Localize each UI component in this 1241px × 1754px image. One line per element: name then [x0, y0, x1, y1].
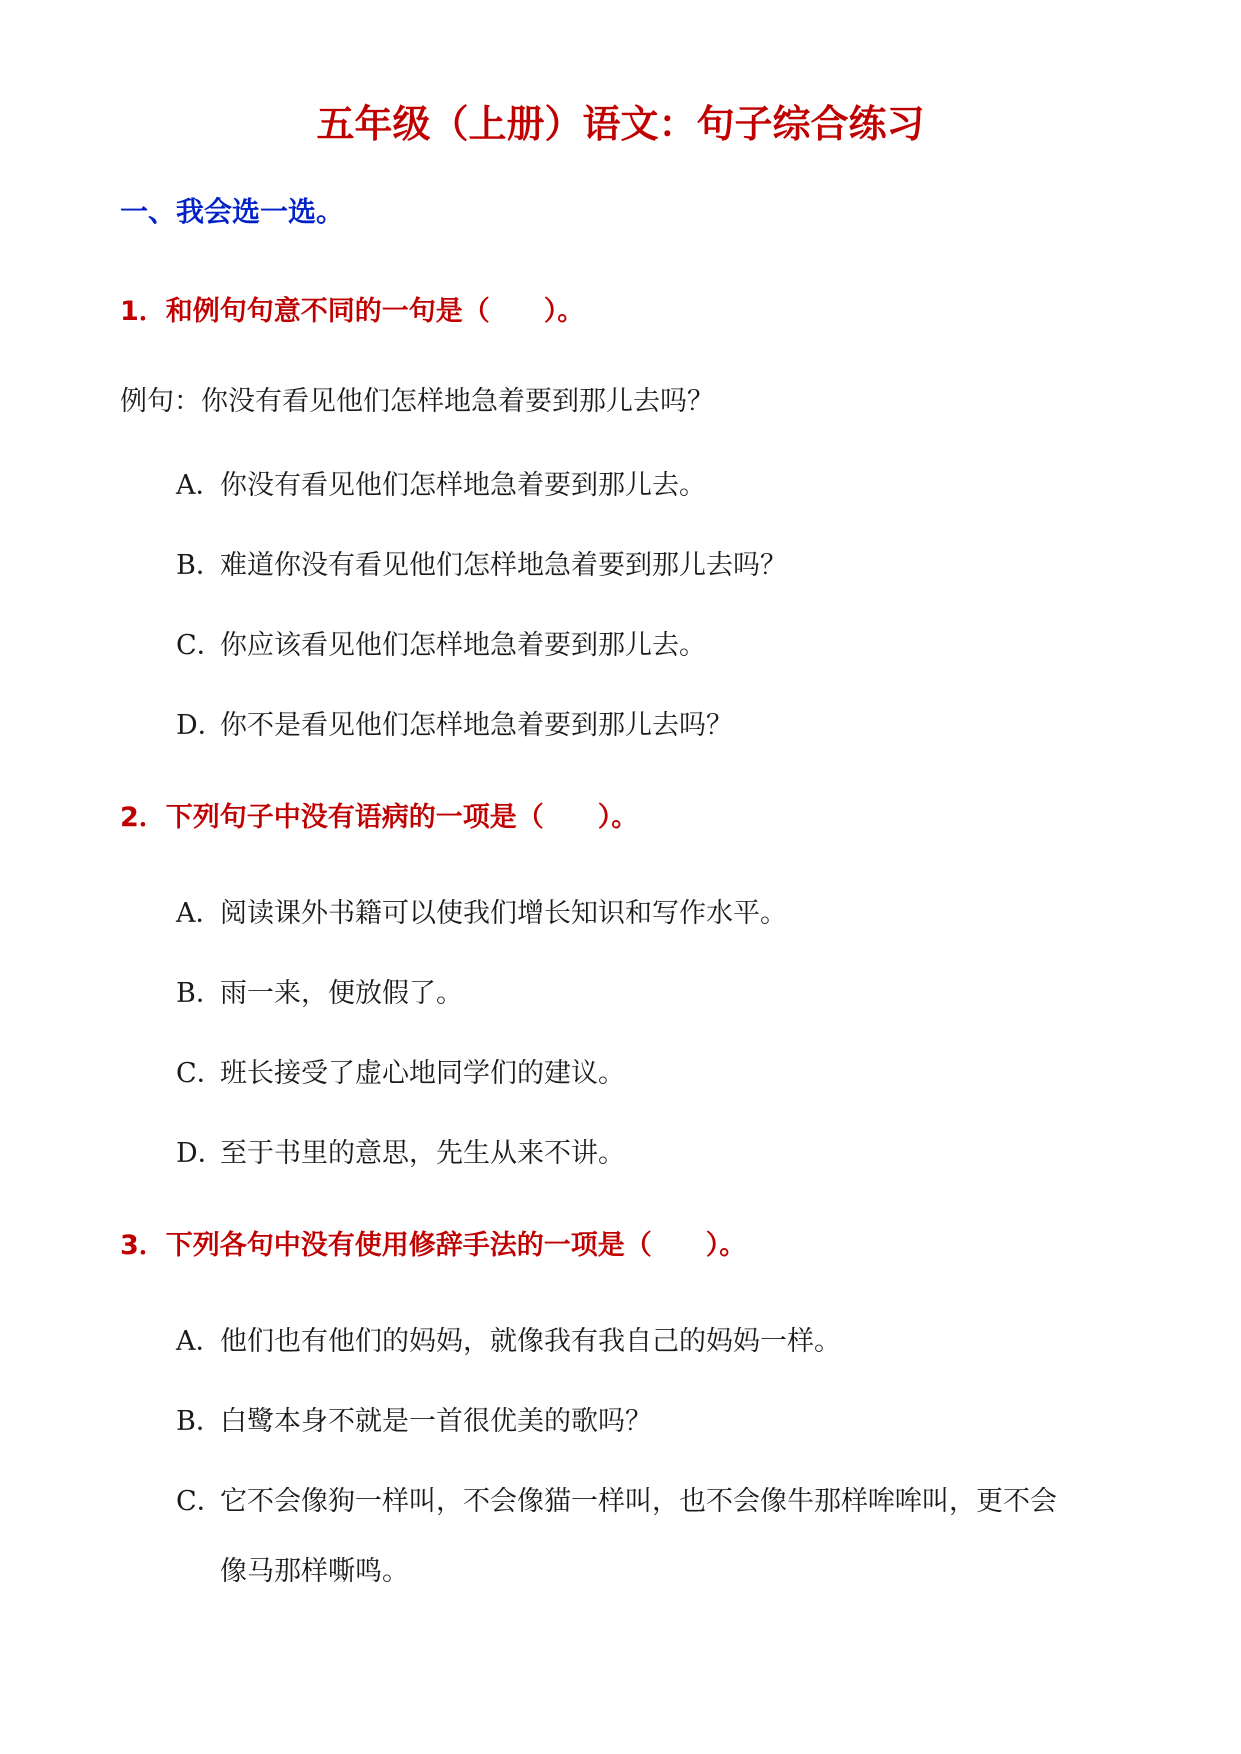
question-2-prompt: 2．下列句子中没有语病的一项是（ ）。 — [120, 802, 639, 833]
option-letter: D． — [176, 1138, 225, 1169]
option-letter: B． — [176, 550, 223, 581]
option-letter: B． — [176, 1406, 223, 1437]
option-letter: A． — [176, 898, 223, 929]
option-text: 难道你没有看见他们怎样地急着要到那儿去吗？ — [220, 550, 787, 581]
option-text: 白鹭本身不就是一首很优美的歌吗？ — [220, 1406, 652, 1437]
option-text: 阅读课外书籍可以使我们增长知识和写作水平。 — [220, 898, 787, 929]
option-text: 雨一来，便放假了。 — [220, 978, 463, 1009]
section-heading: 一、我会选一选。 — [120, 195, 345, 228]
option-text: 它不会像狗一样叫，不会像猫一样叫，也不会像牛那样哞哞叫，更不会 — [220, 1486, 1057, 1517]
option-letter: C． — [176, 1486, 224, 1517]
option-text: 你没有看见他们怎样地急着要到那儿去。 — [220, 470, 706, 501]
option-letter: A． — [176, 470, 223, 501]
question-3-option-b[interactable] — [176, 1402, 652, 1442]
option-text: 你应该看见他们怎样地急着要到那儿去。 — [220, 630, 706, 661]
option-letter: D． — [176, 710, 225, 741]
option-letter: C． — [176, 1058, 224, 1089]
question-3-option-a[interactable] — [176, 1322, 841, 1362]
option-text: 你不是看见他们怎样地急着要到那儿去吗？ — [220, 710, 733, 741]
option-text: 班长接受了虚心地同学们的建议。 — [220, 1058, 625, 1089]
option-letter: C． — [176, 630, 224, 661]
question-2-option-b[interactable] — [176, 974, 463, 1014]
question-1-option-a[interactable] — [176, 466, 706, 506]
option-letter: B． — [176, 978, 223, 1009]
question-2-option-a[interactable] — [176, 894, 787, 934]
page-title: 五年级（上册）语文：句子综合练习 — [316, 102, 925, 146]
question-3-prompt: 3．下列各句中没有使用修辞手法的一项是（ ）。 — [120, 1230, 747, 1261]
question-3-option-c[interactable] — [176, 1482, 1057, 1592]
question-2-option-c[interactable] — [176, 1054, 625, 1094]
question-1-example: 例句：你没有看见他们怎样地急着要到那儿去吗？ — [120, 386, 714, 417]
question-1-prompt: 1．和例句句意不同的一句是（ ）。 — [120, 296, 585, 327]
option-letter: A． — [176, 1326, 223, 1357]
question-1-option-d[interactable] — [176, 706, 733, 746]
question-1-option-c[interactable] — [176, 626, 706, 666]
option-text: 至于书里的意思，先生从来不讲。 — [220, 1138, 625, 1169]
question-2-option-d[interactable] — [176, 1134, 625, 1174]
option-text: 他们也有他们的妈妈，就像我有我自己的妈妈一样。 — [220, 1326, 841, 1357]
question-1-option-b[interactable] — [176, 546, 787, 586]
option-text-continued: 像马那样嘶鸣。 — [220, 1556, 409, 1587]
